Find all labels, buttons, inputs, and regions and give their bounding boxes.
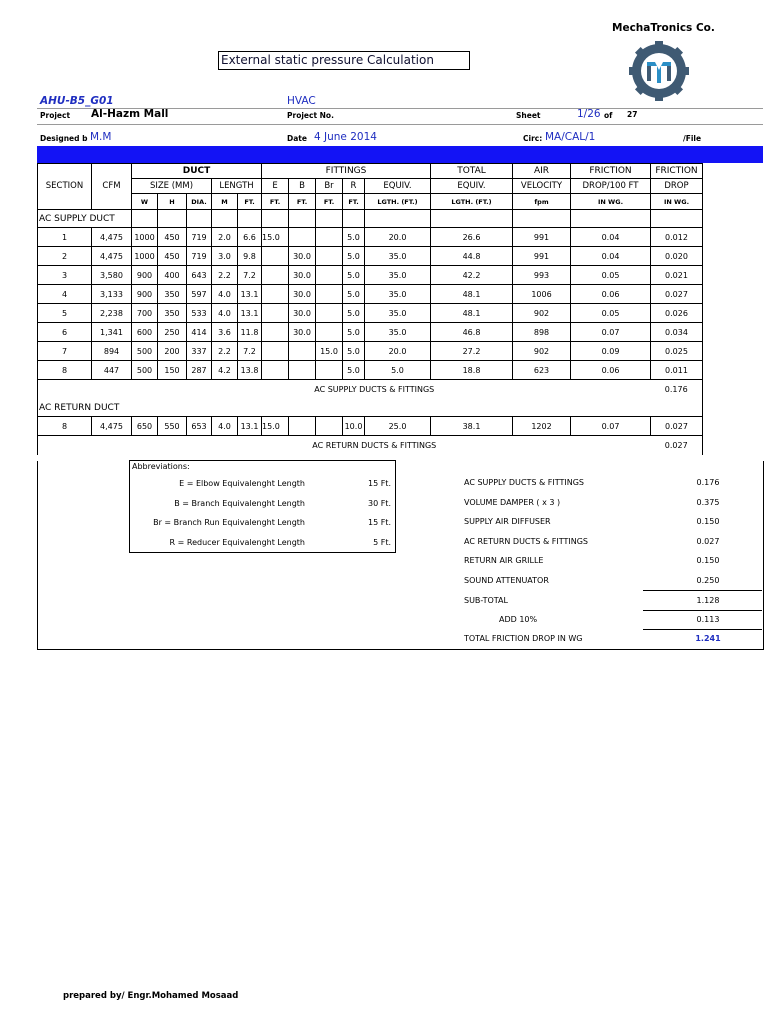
- date-label: Date: [287, 134, 307, 143]
- sheet-value: 1/26: [577, 108, 601, 120]
- circ-value: MA/CAL/1: [545, 131, 596, 143]
- file-label: /File: [683, 134, 702, 143]
- prepared-by: prepared by/ Engr.Mohamed Mosaad: [63, 991, 239, 1001]
- table-header-row: [38, 179, 703, 194]
- project-label: Project: [40, 111, 71, 120]
- table-cell: 3.6: [212, 323, 238, 342]
- table-cell: 623: [513, 361, 571, 380]
- sheet-label: Sheet: [516, 111, 541, 120]
- table-cell: 30.0: [289, 247, 316, 266]
- abbreviation-value: 30 Ft.: [367, 498, 391, 508]
- table-row: [38, 285, 703, 304]
- abbreviations-title: Abbreviations:: [132, 462, 190, 471]
- ft-header: FT.: [289, 194, 316, 210]
- project-value: Al-Hazm Mall: [91, 108, 169, 120]
- designed-value: M.M: [90, 131, 112, 143]
- table-cell: 0.020: [651, 247, 703, 266]
- table-cell: 5.0: [343, 247, 365, 266]
- table-cell: 719: [187, 247, 212, 266]
- table-cell: 3,580: [92, 266, 132, 285]
- table-cell: 13.1: [238, 285, 262, 304]
- table-row: [38, 417, 703, 436]
- table-cell: 2: [38, 247, 92, 266]
- table-cell: 8: [38, 417, 92, 436]
- table-cell: 0.04: [571, 247, 651, 266]
- length-header: LENGTH: [212, 179, 262, 194]
- table-cell: 13.8: [238, 361, 262, 380]
- table-cell: 900: [132, 285, 158, 304]
- add-label: ADD 10%: [499, 615, 538, 624]
- table-cell: [262, 285, 289, 304]
- table-cell: 7: [38, 342, 92, 361]
- ft-header: FT.: [238, 194, 262, 210]
- subtotal-label: SUB-TOTAL: [464, 596, 508, 605]
- add-rule: [643, 610, 762, 611]
- table-cell: 38.1: [431, 417, 513, 436]
- table-cell: 46.8: [431, 323, 513, 342]
- table-cell: 6.6: [238, 228, 262, 247]
- table-cell: 350: [158, 285, 187, 304]
- drop100-header: DROP/100 FT: [571, 179, 651, 194]
- summary-label: SUPPLY AIR DIFFUSER: [464, 517, 551, 526]
- table-cell: 0.07: [571, 417, 651, 436]
- abbreviation-text: B = Branch Equivalenght Length: [174, 498, 305, 508]
- table-cell: 4.2: [212, 361, 238, 380]
- table-cell: [316, 323, 343, 342]
- size-header: SIZE (MM): [132, 179, 212, 194]
- table-cell: 18.8: [431, 361, 513, 380]
- table-cell: 30.0: [289, 266, 316, 285]
- br-header: Br: [316, 179, 343, 194]
- cfm-header: CFM: [92, 179, 132, 194]
- table-cell: [262, 342, 289, 361]
- table-cell: 48.1: [431, 285, 513, 304]
- table-cell: 650: [132, 417, 158, 436]
- return-total-value: 0.027: [651, 436, 703, 456]
- drop-header: DROP: [651, 179, 703, 194]
- return-total-label: AC RETURN DUCTS & FITTINGS: [38, 436, 651, 456]
- table-row: [38, 266, 703, 285]
- doc-code: AHU-B5_G01: [40, 95, 114, 107]
- table-cell: 993: [513, 266, 571, 285]
- table-row: [38, 228, 703, 247]
- table-cell: 0.012: [651, 228, 703, 247]
- table-cell: [316, 247, 343, 266]
- table-cell: 4.0: [212, 304, 238, 323]
- table-cell: 5.0: [343, 285, 365, 304]
- summary-label: AC RETURN DUCTS & FITTINGS: [464, 536, 589, 546]
- section-row: [38, 210, 703, 228]
- total-value: 1.241: [695, 634, 721, 643]
- table-cell: 44.8: [431, 247, 513, 266]
- table-cell: 414: [187, 323, 212, 342]
- table-cell: 597: [187, 285, 212, 304]
- duct-table: [37, 163, 703, 455]
- table-cell: 0.05: [571, 304, 651, 323]
- table-cell: 42.2: [431, 266, 513, 285]
- friction-header: FRICTION: [651, 164, 703, 179]
- table-cell: 200: [158, 342, 187, 361]
- table-cell: 287: [187, 361, 212, 380]
- table-cell: 11.8: [238, 323, 262, 342]
- table-cell: 4,475: [92, 228, 132, 247]
- table-cell: 35.0: [365, 323, 431, 342]
- table-cell: 4.0: [212, 417, 238, 436]
- table-cell: 5.0: [343, 266, 365, 285]
- table-cell: 30.0: [289, 323, 316, 342]
- w-header: W: [132, 194, 158, 210]
- subtotal-rule: [643, 590, 762, 591]
- r-header: R: [343, 179, 365, 194]
- table-cell: 0.011: [651, 361, 703, 380]
- m-header: M: [212, 194, 238, 210]
- table-row: [38, 247, 703, 266]
- e-header: E: [262, 179, 289, 194]
- table-cell: 35.0: [365, 247, 431, 266]
- table-cell: 20.0: [365, 342, 431, 361]
- table-cell: 900: [132, 266, 158, 285]
- table-cell: 0.04: [571, 228, 651, 247]
- table-cell: 20.0: [365, 228, 431, 247]
- table-cell: 894: [92, 342, 132, 361]
- table-cell: 13.1: [238, 417, 262, 436]
- table-cell: [316, 228, 343, 247]
- designed-label: Designed b: [40, 134, 88, 143]
- of-label: of: [604, 111, 613, 120]
- table-cell: 350: [158, 304, 187, 323]
- table-cell: 1000: [132, 247, 158, 266]
- fpm-header: fpm: [513, 194, 571, 210]
- summary-label: RETURN AIR GRILLE: [464, 556, 544, 565]
- table-cell: [289, 417, 316, 436]
- table-cell: [316, 266, 343, 285]
- table-cell: 5.0: [343, 342, 365, 361]
- table-cell: 35.0: [365, 304, 431, 323]
- table-cell: [316, 361, 343, 380]
- table-cell: 450: [158, 247, 187, 266]
- table-cell: [289, 342, 316, 361]
- header-rule: [37, 124, 763, 125]
- table-cell: 35.0: [365, 266, 431, 285]
- table-cell: 5.0: [343, 361, 365, 380]
- table-cell: 450: [158, 228, 187, 247]
- lgth-header: LGTH. (FT.): [431, 194, 513, 210]
- table-cell: 15.0: [316, 342, 343, 361]
- summary-value: 0.150: [696, 517, 720, 526]
- summary-value: 0.027: [696, 536, 720, 546]
- table-cell: 0.06: [571, 361, 651, 380]
- equiv-header: EQUIV.: [431, 179, 513, 194]
- table-cell: 5.0: [365, 361, 431, 380]
- table-cell: 4.0: [212, 285, 238, 304]
- table-row: [38, 342, 703, 361]
- discipline: HVAC: [287, 95, 316, 107]
- table-row: [38, 361, 703, 380]
- table-cell: 250: [158, 323, 187, 342]
- date-value: 4 June 2014: [314, 131, 377, 143]
- abbreviation-value: 5 Ft.: [373, 537, 391, 547]
- table-cell: 1: [38, 228, 92, 247]
- subtotal-row: [38, 380, 703, 400]
- supply-total-value: 0.176: [651, 380, 703, 400]
- table-cell: 35.0: [365, 285, 431, 304]
- company-logo: [614, 41, 704, 101]
- table-cell: 0.034: [651, 323, 703, 342]
- abbreviation-text: R = Reducer Equivalenght Length: [169, 537, 305, 547]
- table-cell: 533: [187, 304, 212, 323]
- summary-value: 0.250: [696, 575, 720, 585]
- supply-total-label: AC SUPPLY DUCTS & FITTINGS: [38, 380, 651, 400]
- table-cell: 3: [38, 266, 92, 285]
- abbreviations-box: [129, 460, 396, 553]
- table-header-row: [38, 194, 703, 210]
- subtotal-value: 1.128: [696, 596, 720, 605]
- table-cell: 4,475: [92, 417, 132, 436]
- table-cell: [289, 361, 316, 380]
- table-cell: 25.0: [365, 417, 431, 436]
- table-cell: 27.2: [431, 342, 513, 361]
- table-cell: 9.8: [238, 247, 262, 266]
- table-cell: 5.0: [343, 323, 365, 342]
- table-cell: [262, 323, 289, 342]
- table-cell: 991: [513, 228, 571, 247]
- summary-value: 0.176: [696, 478, 720, 487]
- subtotal-row: [38, 436, 703, 456]
- summary-value: 0.375: [696, 497, 720, 507]
- return-section-label: AC RETURN DUCT: [38, 399, 703, 417]
- table-cell: 5.0: [343, 228, 365, 247]
- table-cell: 8: [38, 361, 92, 380]
- table-cell: 0.05: [571, 266, 651, 285]
- table-cell: 337: [187, 342, 212, 361]
- table-cell: 30.0: [289, 304, 316, 323]
- table-row: [38, 323, 703, 342]
- air-header: AIR: [513, 164, 571, 179]
- table-row: [38, 304, 703, 323]
- duct-header: DUCT: [132, 164, 262, 179]
- table-cell: 2.2: [212, 342, 238, 361]
- summary-label: VOLUME DAMPER ( x 3 ): [464, 497, 561, 507]
- table-cell: 1202: [513, 417, 571, 436]
- table-cell: 5: [38, 304, 92, 323]
- ft-header: FT.: [316, 194, 343, 210]
- table-cell: 3.0: [212, 247, 238, 266]
- table-cell: 700: [132, 304, 158, 323]
- abbreviation-text: Br = Branch Run Equivalenght Length: [153, 518, 305, 527]
- table-cell: [262, 266, 289, 285]
- fittings-header: FITTINGS: [262, 164, 431, 179]
- summary-label: AC SUPPLY DUCTS & FITTINGS: [464, 478, 584, 487]
- table-cell: 400: [158, 266, 187, 285]
- section-header: SECTION: [38, 179, 92, 194]
- table-cell: 447: [92, 361, 132, 380]
- b-header: B: [289, 179, 316, 194]
- total-label: TOTAL FRICTION DROP IN WG: [464, 634, 583, 643]
- table-cell: 0.021: [651, 266, 703, 285]
- friction-header: FRICTION: [571, 164, 651, 179]
- table-cell: 0.027: [651, 417, 703, 436]
- table-cell: 0.025: [651, 342, 703, 361]
- table-cell: [316, 304, 343, 323]
- total-header: TOTAL: [431, 164, 513, 179]
- company-name: MechaTronics Co.: [612, 22, 715, 34]
- ft-header: FT.: [343, 194, 365, 210]
- table-cell: 15.0: [262, 228, 289, 247]
- table-cell: 550: [158, 417, 187, 436]
- table-cell: 1000: [132, 228, 158, 247]
- table-header-row: [38, 164, 703, 179]
- circ-label: Circ:: [523, 134, 543, 143]
- section-row: [38, 399, 703, 417]
- equiv-header: EQUIV.: [365, 179, 431, 194]
- table-cell: 0.07: [571, 323, 651, 342]
- add-value: 0.113: [696, 615, 720, 624]
- table-cell: 719: [187, 228, 212, 247]
- lgth-header: LGTH. (FT.): [365, 194, 431, 210]
- table-cell: 2.0: [212, 228, 238, 247]
- abbreviation-text: E = Elbow Equivalenght Length: [179, 479, 305, 488]
- summary-value: 0.150: [696, 556, 720, 565]
- table-cell: 1006: [513, 285, 571, 304]
- table-cell: 500: [132, 361, 158, 380]
- table-cell: 0.027: [651, 285, 703, 304]
- table-cell: [316, 285, 343, 304]
- table-cell: 48.1: [431, 304, 513, 323]
- return-rows: [38, 417, 703, 436]
- abbreviation-value: 15 Ft.: [367, 518, 391, 527]
- table-cell: 898: [513, 323, 571, 342]
- ft-header: FT.: [262, 194, 289, 210]
- velocity-header: VELOCITY: [513, 179, 571, 194]
- table-cell: 902: [513, 304, 571, 323]
- table-cell: 653: [187, 417, 212, 436]
- table-cell: 4,475: [92, 247, 132, 266]
- total-rule: [643, 629, 762, 630]
- supply-section-label: AC SUPPLY DUCT: [38, 210, 132, 228]
- header-bar: [37, 146, 763, 163]
- table-cell: 5.0: [343, 304, 365, 323]
- project-no-label: Project No.: [287, 111, 334, 120]
- summary-label: SOUND ATTENUATOR: [464, 575, 549, 585]
- table-cell: [316, 417, 343, 436]
- supply-rows: [38, 228, 703, 380]
- table-cell: [262, 361, 289, 380]
- table-cell: 7.2: [238, 342, 262, 361]
- table-cell: 0.09: [571, 342, 651, 361]
- table-cell: 991: [513, 247, 571, 266]
- inwg-header: IN WG.: [651, 194, 703, 210]
- table-cell: 2.2: [212, 266, 238, 285]
- table-cell: 600: [132, 323, 158, 342]
- table-cell: 4: [38, 285, 92, 304]
- document-title: External static pressure Calculation: [218, 51, 470, 70]
- table-cell: [262, 247, 289, 266]
- table-cell: 3,133: [92, 285, 132, 304]
- table-cell: 2,238: [92, 304, 132, 323]
- dia-header: DIA.: [187, 194, 212, 210]
- table-cell: 7.2: [238, 266, 262, 285]
- h-header: H: [158, 194, 187, 210]
- inwg-header: IN WG.: [571, 194, 651, 210]
- abbreviation-value: 15 Ft.: [367, 479, 391, 488]
- table-cell: 902: [513, 342, 571, 361]
- table-cell: 6: [38, 323, 92, 342]
- of-value: 27: [627, 110, 638, 119]
- table-cell: 643: [187, 266, 212, 285]
- table-cell: 0.06: [571, 285, 651, 304]
- table-cell: [289, 228, 316, 247]
- table-cell: 0.026: [651, 304, 703, 323]
- table-cell: 150: [158, 361, 187, 380]
- table-cell: 500: [132, 342, 158, 361]
- table-cell: 30.0: [289, 285, 316, 304]
- table-cell: 13.1: [238, 304, 262, 323]
- table-cell: 26.6: [431, 228, 513, 247]
- table-cell: 15.0: [262, 417, 289, 436]
- table-cell: [262, 304, 289, 323]
- table-cell: 1,341: [92, 323, 132, 342]
- table-cell: 10.0: [343, 417, 365, 436]
